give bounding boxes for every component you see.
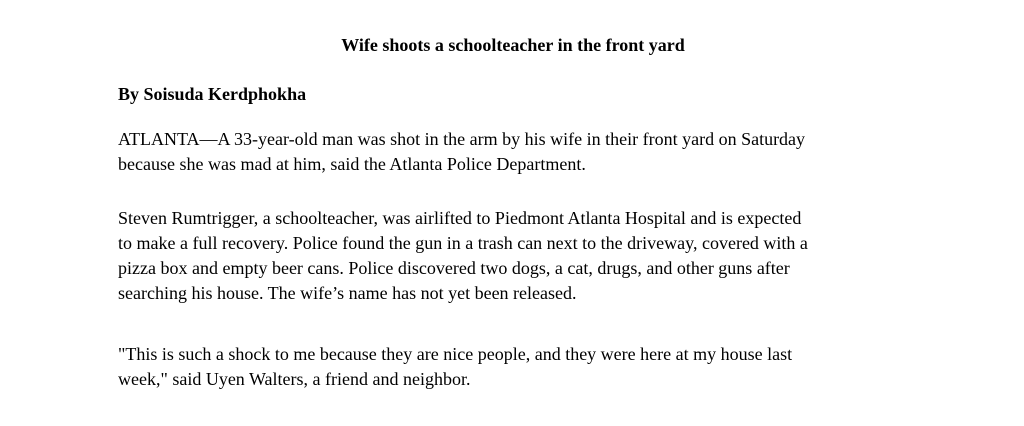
article-headline: Wife shoots a schoolteacher in the front yard [341,35,685,55]
article-paragraph-2 [118,206,908,306]
paragraph-line: "This is such a shock to me because they are nice people, and they were here at my house last [118,344,793,364]
article-byline: By Soisuda Kerdphokha [118,84,307,104]
article-paragraph-3 [118,342,908,392]
paragraph-line: Steven Rumtrigger, a schoolteacher, was airlifted to Piedmont Atlanta Hospital and is expected [118,208,802,228]
paragraph-line: ATLANTA—A 33-year-old man was shot in the arm by his wife in their front yard on Saturday [118,129,806,149]
paragraph-line: because she was mad at him, said the Atlanta Police Department. [118,154,586,174]
paragraph-line: pizza box and empty beer cans. Police discovered two dogs, a cat, drugs, and other guns after [118,258,790,278]
paragraph-line: week," said Uyen Walters, a friend and neighbor. [118,369,471,389]
paragraph-line: to make a full recovery. Police found the gun in a trash can next to the driveway, covered with a [118,233,808,253]
paragraph-line: searching his house. The wife’s name has not yet been released. [118,283,577,303]
article-paragraph-1 [118,127,908,177]
